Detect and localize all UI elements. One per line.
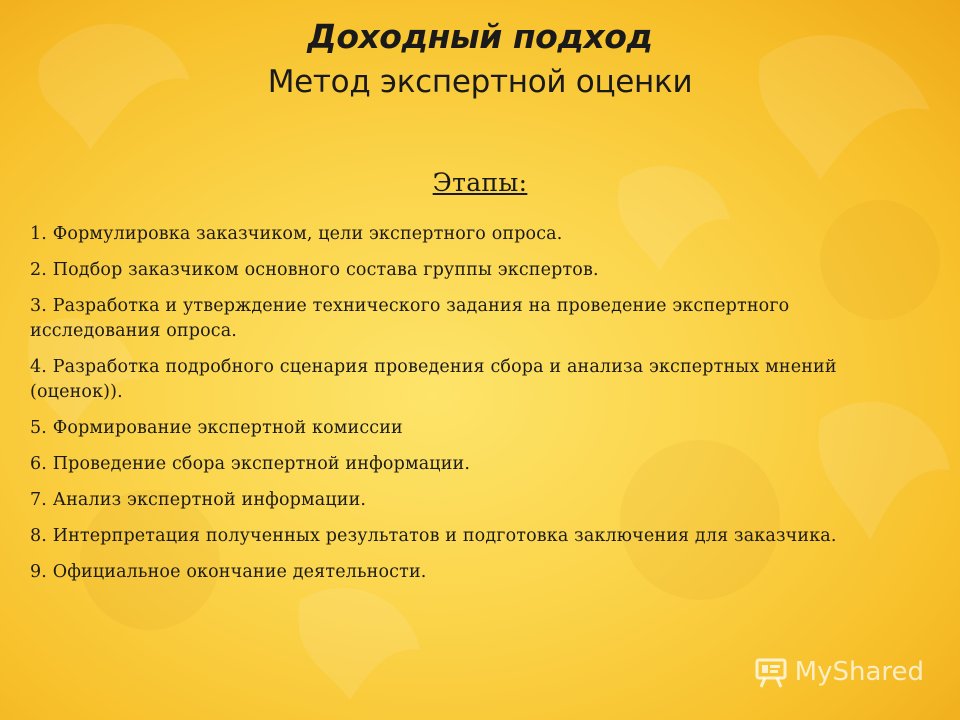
list-item: 8. Интерпретация полученных результатов и подготовка заключения для заказчика.: [30, 526, 837, 546]
list-item: 4. Разработка подробного сценария проведения сбора и анализа экспертных мнений (оценок)).: [30, 357, 837, 402]
list-item: 9. Официальное окончание деятельности.: [30, 562, 427, 582]
watermark: [753, 654, 924, 690]
slide-subtitle: Метод экспертной оценки: [267, 64, 693, 100]
list-item: 2. Подбор заказчиком основного состава группы экспертов.: [30, 260, 599, 280]
list-item: 1. Формулировка заказчиком, цели экспертного опроса.: [30, 224, 563, 244]
stages-heading: Этапы:: [432, 168, 528, 197]
list-item: 5. Формирование экспертной комиссии: [30, 418, 403, 438]
watermark-text: MyShared: [794, 657, 924, 687]
title-block: [0, 14, 960, 104]
list-item: 7. Анализ экспертной информации.: [30, 490, 367, 510]
steps-list: [30, 222, 920, 596]
list-item: 3. Разработка и утверждение технического задания на проведение экспертного исследования опроса.: [30, 296, 790, 341]
presentation-board-icon: [753, 654, 789, 690]
slide-title: Доходный подход: [307, 17, 653, 56]
list-item: 6. Проведение сбора экспертной информации.: [30, 454, 471, 474]
